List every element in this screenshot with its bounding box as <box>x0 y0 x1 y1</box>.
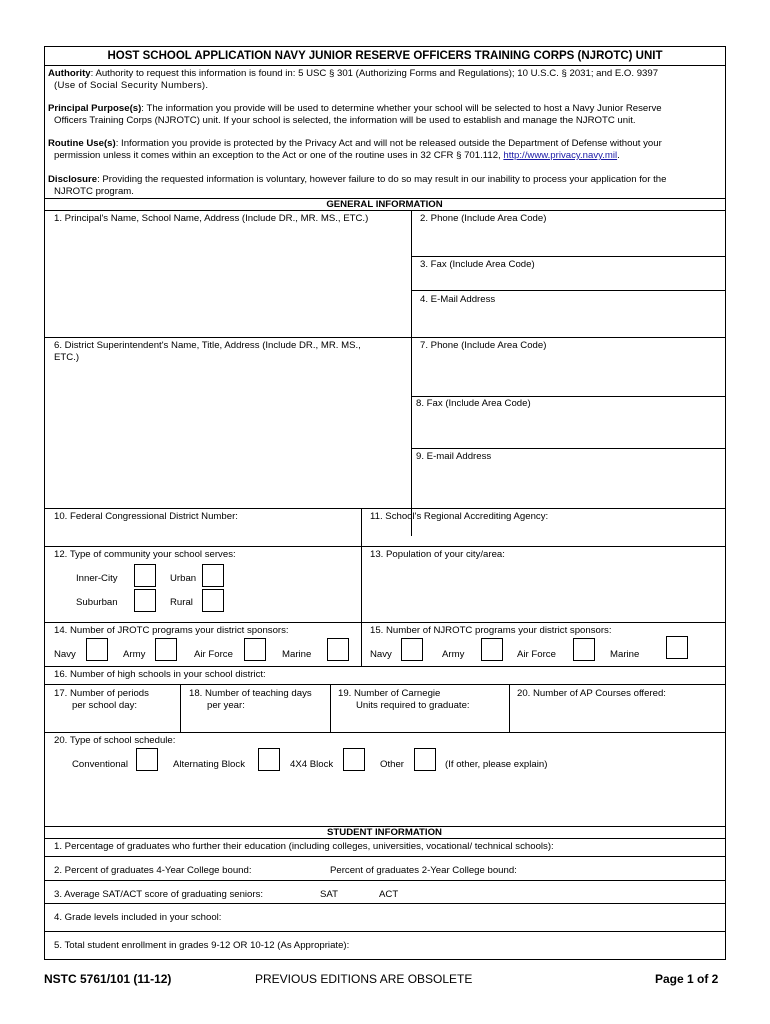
divider <box>44 684 725 685</box>
divider <box>361 622 362 666</box>
njrotc-marine-checkbox[interactable] <box>666 636 688 659</box>
conventional-label: Conventional <box>72 759 129 770</box>
divider <box>44 856 725 857</box>
divider <box>44 931 725 932</box>
field-13-label: 13. Population of your city/area: <box>370 549 505 560</box>
disclosure-line2: NJROTC program. <box>54 186 134 197</box>
purpose-line1: Principal Purpose(s): The information you provide will be used to determine whether your school will be selected to host a Navy Junior Reserve <box>48 103 662 114</box>
privacy-link[interactable]: http://www.privacy.navy.mil <box>503 150 618 161</box>
divider <box>180 684 181 732</box>
general-info-header: GENERAL INFORMATION <box>326 199 443 210</box>
divider <box>44 546 725 547</box>
form-number: NSTC 5761/101 (11-12) <box>44 972 172 986</box>
obsolete-notice: PREVIOUS EDITIONS ARE OBSOLETE <box>255 972 473 986</box>
field-6-label: 6. District Superintendent's Name, Title, Address (Include DR., MR. MS., <box>54 340 361 351</box>
field-8-label: 8. Fax (Include Area Code) <box>416 398 531 409</box>
divider <box>411 256 725 257</box>
field-20-label: 20. Number of AP Courses offered: <box>517 688 666 699</box>
field-9-label: 9. E-mail Address <box>416 451 492 462</box>
field-2-label: 2. Phone (Include Area Code) <box>420 213 547 224</box>
njrotc-army-checkbox[interactable] <box>481 638 503 661</box>
field-17-label: 17. Number of periods <box>54 688 149 699</box>
suburban-checkbox[interactable] <box>134 589 156 612</box>
divider <box>411 210 412 536</box>
divider <box>44 210 725 211</box>
rural-label: Rural <box>170 597 193 608</box>
routine-line1: Routine Use(s): Information you provide is protected by the Privacy Act and will not be released outside the Department of Defense without your <box>48 138 662 149</box>
field-11-label: 11. School's Regional Accrediting Agency: <box>370 511 549 522</box>
four-by-four-checkbox[interactable] <box>343 748 365 771</box>
field-19-label-cont: Units required to graduate: <box>356 700 470 711</box>
student-2a-label: 2. Percent of graduates 4-Year College bound: <box>54 865 252 876</box>
field-19-label: 19. Number of Carnegie <box>338 688 441 699</box>
jrotc-army-checkbox[interactable] <box>155 638 177 661</box>
four-by-four-label: 4X4 Block <box>290 759 334 770</box>
jrotc-airforce-label: Air Force <box>194 649 233 660</box>
inner-city-label: Inner-City <box>76 573 118 584</box>
njrotc-navy-checkbox[interactable] <box>401 638 423 661</box>
jrotc-airforce-checkbox[interactable] <box>244 638 266 661</box>
divider <box>44 337 725 338</box>
student-info-header: STUDENT INFORMATION <box>327 827 442 838</box>
alternating-label: Alternating Block <box>173 759 245 770</box>
field-20b-label: 20. Type of school schedule: <box>54 735 176 746</box>
jrotc-navy-label: Navy <box>54 649 76 660</box>
divider <box>44 732 725 733</box>
field-10-label: 10. Federal Congressional District Number: <box>54 511 238 522</box>
field-15-label: 15. Number of NJROTC programs your district sponsors: <box>370 625 612 636</box>
authority-line1: Authority: Authority to request this information is found in: 5 USC § 301 (Authorizing Forms and Regulations); 10 U.S.C. § 2031; and E.O. 9397 <box>48 68 659 79</box>
routine-line2: permission unless it comes within an exception to the Act or one of the routine uses in 32 CFR § 701.112, http://www.privacy.navy.mil. <box>54 150 620 161</box>
field-1-label: 1. Principal's Name, School Name, Address (Include DR., MR. MS., ETC.) <box>54 213 369 224</box>
field-18-label-cont: per year: <box>207 700 245 711</box>
conventional-checkbox[interactable] <box>136 748 158 771</box>
alternating-checkbox[interactable] <box>258 748 280 771</box>
njrotc-army-label: Army <box>442 649 465 660</box>
jrotc-army-label: Army <box>123 649 146 660</box>
divider <box>44 903 725 904</box>
divider <box>44 838 725 839</box>
student-5-label: 5. Total student enrollment in grades 9-12 OR 10-12 (As Appropriate): <box>54 940 350 951</box>
page-number: Page 1 of 2 <box>655 972 719 986</box>
divider <box>411 448 725 449</box>
disclosure-line1: Disclosure: Providing the requested information is voluntary, however failure to do so may result in our inability to process your application for the <box>48 174 667 185</box>
jrotc-marine-checkbox[interactable] <box>327 638 349 661</box>
njrotc-airforce-label: Air Force <box>517 649 556 660</box>
njrotc-airforce-checkbox[interactable] <box>573 638 595 661</box>
divider <box>44 880 725 881</box>
other-label: Other <box>380 759 404 770</box>
urban-checkbox[interactable] <box>202 564 224 587</box>
divider <box>44 508 725 509</box>
student-3-label: 3. Average SAT/ACT score of graduating seniors: <box>54 889 264 900</box>
field-6-label-cont: ETC.) <box>54 352 80 363</box>
student-1-label: 1. Percentage of graduates who further their education (including colleges, universities, vocational/ technical schools): <box>54 841 554 852</box>
field-18-label: 18. Number of teaching days <box>189 688 312 699</box>
field-14-label: 14. Number of JROTC programs your district sponsors: <box>54 625 289 636</box>
divider <box>44 622 725 623</box>
divider <box>330 684 331 732</box>
other-note: (If other, please explain) <box>445 759 548 770</box>
divider <box>44 65 725 66</box>
field-7-label: 7. Phone (Include Area Code) <box>420 340 547 351</box>
urban-label: Urban <box>170 573 197 584</box>
field-3-label: 3. Fax (Include Area Code) <box>420 259 535 270</box>
divider <box>411 290 725 291</box>
form-title: HOST SCHOOL APPLICATION NAVY JUNIOR RESERVE OFFICERS TRAINING CORPS (NJROTC) UNIT <box>107 50 663 62</box>
student-4-label: 4. Grade levels included in your school: <box>54 912 222 923</box>
jrotc-navy-checkbox[interactable] <box>86 638 108 661</box>
student-2b-label: Percent of graduates 2-Year College bound: <box>330 865 517 876</box>
divider <box>44 666 725 667</box>
divider <box>361 508 362 622</box>
field-16-label: 16. Number of high schools in your school district: <box>54 669 266 680</box>
field-4-label: 4. E-Mail Address <box>420 294 496 305</box>
rural-checkbox[interactable] <box>202 589 224 612</box>
njrotc-navy-label: Navy <box>370 649 392 660</box>
inner-city-checkbox[interactable] <box>134 564 156 587</box>
suburban-label: Suburban <box>76 597 118 608</box>
jrotc-marine-label: Marine <box>282 649 312 660</box>
act-label: ACT <box>379 889 399 900</box>
purpose-line2: Officers Training Corps (NJROTC) unit. If your school is selected, the information will be used to establish and manage the NJROTC unit. <box>54 115 636 126</box>
authority-line2: (Use of Social Security Numbers). <box>54 80 209 91</box>
divider <box>509 684 510 732</box>
field-12-label: 12. Type of community your school serves: <box>54 549 236 560</box>
other-checkbox[interactable] <box>414 748 436 771</box>
divider <box>411 396 725 397</box>
sat-label: SAT <box>320 889 338 900</box>
field-17-label-cont: per school day: <box>72 700 138 711</box>
njrotc-marine-label: Marine <box>610 649 640 660</box>
